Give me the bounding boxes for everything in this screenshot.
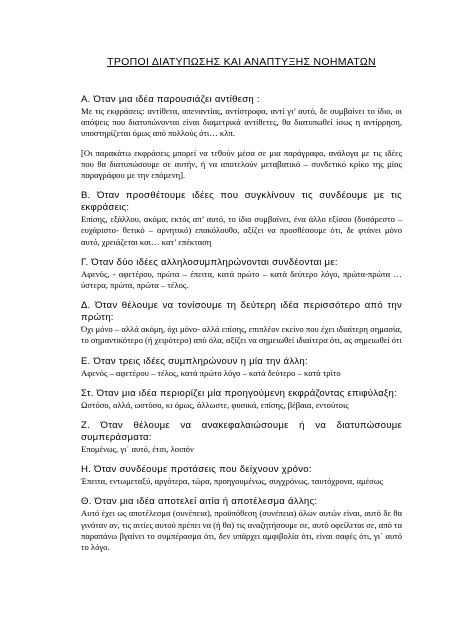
- section-note: [Οι παρακάτω εκφράσεις μπορεί να τεθούν μέσα σε μια παράγραφο, ανάλογα με τις ιδέες που θα διατυπώσουμε σε αυτήν, ή να αποτελούν μεταβατικό – συνδετικό κρίκο της μίας παραγράφου με την επόμενη].: [81, 147, 402, 181]
- document-title: ΤΡΟΠΟΙ ΔΙΑΤΥΠΩΣΗΣ ΚΑΙ ΑΝΑΠΤΥΞΗΣ ΝΟΗΜΑΤΩΝ: [107, 56, 376, 68]
- section-body: Όχι μόνο – αλλά ακόμη, όχι μόνο- αλλά επίσης, επιπλέον εκείνο που έχει ιδιαίτερη σημασία, το σημαντικότερο (ή χειρότερο) από όλα, αξίζει να σημειωθεί ιδιαίτερα ότι, ας σημειωθεί ότι: [81, 324, 402, 346]
- section-body: Αφενός – αφετέρου – τέλος, κατά πρώτο λόγο – κατά δεύτερο – κατά τρίτο: [81, 367, 341, 378]
- section-body: Έπειτα, εντωμεταξύ, αργότερα, τώρα, προηγουμένως, συγχρόνως, ταυτόχρονα, αμέσως: [81, 476, 383, 487]
- section-th: [81, 496, 402, 553]
- section-heading: Α. Όταν μια ιδέα παρουσιάζει αντίθεση :: [81, 94, 260, 105]
- section-body: Επομένως, γι΄ αυτό, έτσι, λοιπόν: [81, 444, 194, 455]
- section-heading: Στ. Όταν μια ιδέα περιορίζει μία προηγούμενη εκφράζοντας επιφύλαξη:: [81, 387, 397, 399]
- section-d: [81, 300, 402, 346]
- section-heading: Β. Όταν προσθέτουμε ιδέες που συγκλίνουν τις συνδέουμε με τις εκφράσεις:: [81, 190, 402, 214]
- section-heading: Δ. Όταν θέλουμε να τονίσουμε τη δεύτερη ιδέα περισσότερο από την πρώτη:: [81, 300, 402, 324]
- section-body: Αφενός, - αφετέρου, πρώτα – έπειτα, κατά πρώτο – κατά δεύτερο λόγο, πρώτα-πρώτα … ύστερα, πρώτα, πρώτα – τέλος.: [81, 268, 402, 291]
- section-h: [81, 464, 402, 487]
- section-a: [81, 94, 402, 181]
- section-heading: Θ. Όταν μια ιδέα αποτελεί αιτία ή αποτέλεσμα άλλης:: [81, 496, 318, 508]
- section-heading: Ζ. Όταν θέλουμε να ανακεφαλαιώσουμε ή να διατυπώσουμε συμπεράσματα:: [81, 420, 402, 444]
- section-body: Ωστόσο, αλλά, ωστόσο, κι όμως, άλλωστε, φυσικά, επίσης, βέβαια, εντούτοις: [81, 399, 349, 410]
- section-st: [81, 388, 402, 411]
- section-z: [81, 420, 402, 455]
- section-heading: Η. Όταν συνδέουμε προτάσεις που δείχνουν χρόνο:: [81, 464, 312, 476]
- section-heading: Ε. Όταν τρεις ιδέες συμπληρώνουν η μία την άλλη:: [81, 355, 308, 367]
- section-c: [81, 257, 402, 291]
- section-body: Με τις εκφράσεις: αντίθετα, απεναντίας, αντίστροφα, αντί γι’ αυτό, δε συμβαίνει το ίδιο, οι απόψεις που διατυπώνονται είναι διαμετρικά αντίθετες, θα διατυπωθεί ίσως η αντίρρηση, υποστηρίζεται όμως από πολλούς ότι… κλπ.: [81, 106, 402, 139]
- section-body: Αυτό έχει ως αποτέλεσμα (συνέπεια), προϋπόθεση (συνέπεια) όλων αυτών είναι, αυτό δε θα γινόταν αν, τις αιτίες αυτού πρέπει να (ή θα) τις αναζητήσουμε σε, αυτό οφείλεται σε, από τα παραπάνω βγαίνει το συμπέρασμα ότι, δεν υπάρχει αμφιβολία ότι, είναι σαφές ότι, γι΄ αυτό το λόγο.: [81, 508, 403, 553]
- section-b: [81, 190, 402, 248]
- section-e: [81, 356, 402, 379]
- section-body: Επίσης, εξάλλου, ακόμα, εκτός απ’ αυτό, το ίδιο συμβαίνει, ένα άλλο εξίσου (δυσάρεστο – ευχάριστο- θετικό – αρνητικό) επακόλουθο, αξίζει να προσθέσουμε ότι, δε φτάνει μόνο αυτό, χρειάζεται και… κατ’ επέκταση: [81, 214, 402, 247]
- section-heading: Γ. Όταν δύο ιδέες αλληλοσυμπληρώνονται συνδέονται με:: [81, 256, 338, 268]
